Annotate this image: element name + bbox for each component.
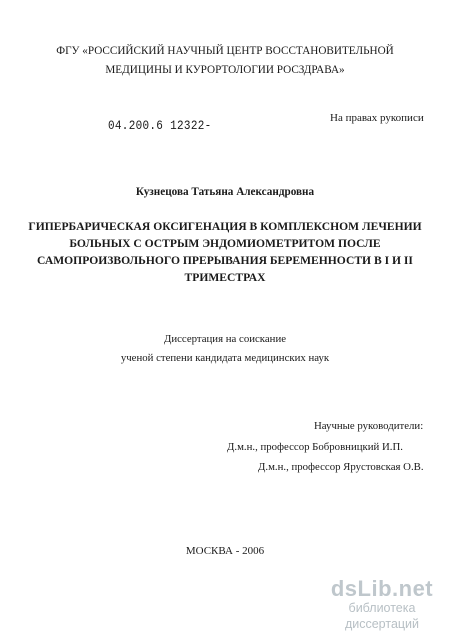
supervisor-2: Д.м.н., профессор Ярустовская О.В. <box>258 461 424 473</box>
institution-line-2: МЕДИЦИНЫ И КУРОРТОЛОГИИ РОСЗДРАВА» <box>105 64 345 76</box>
watermark-subtitle: библиотека диссертаций <box>344 601 420 631</box>
watermark-name: dsLib.net <box>330 576 434 601</box>
title-line-4: ТРИМЕСТРАХ <box>184 271 266 284</box>
degree-line-2: ученой степени кандидата медицинских наук <box>120 352 330 364</box>
title-line-1: ГИПЕРБАРИЧЕСКАЯ ОКСИГЕНАЦИЯ В КОМПЛЕКСНОМ ЛЕЧЕНИИ <box>28 220 422 233</box>
watermark-logo[interactable] <box>318 577 446 632</box>
institution-line-1: ФГУ «РОССИЙСКИЙ НАУЧНЫЙ ЦЕНТР ВОССТАНОВИТЕЛЬНОЙ <box>56 45 394 57</box>
supervisor-1: Д.м.н., профессор Бобровницкий И.П. <box>227 441 403 453</box>
dissertation-title <box>0 218 450 286</box>
city-year: МОСКВА - 2006 <box>185 545 265 557</box>
title-line-2: БОЛЬНЫХ С ОСТРЫМ ЭНДОМИОМЕТРИТОМ ПОСЛЕ <box>69 237 381 250</box>
rights-note: На правах рукописи <box>330 112 424 124</box>
degree-statement <box>0 330 450 368</box>
institution-header <box>0 42 450 80</box>
archive-stamp-number: 04.200.6 12322- <box>108 120 212 134</box>
author-name: Кузнецова Татьяна Александровна <box>135 186 315 198</box>
title-line-3: САМОПРОИЗВОЛЬНОГО ПРЕРЫВАНИЯ БЕРЕМЕННОСТИ В I И II <box>37 254 413 267</box>
degree-line-1: Диссертация на соискание <box>163 333 287 345</box>
supervisors-heading: Научные руководители: <box>314 420 424 432</box>
